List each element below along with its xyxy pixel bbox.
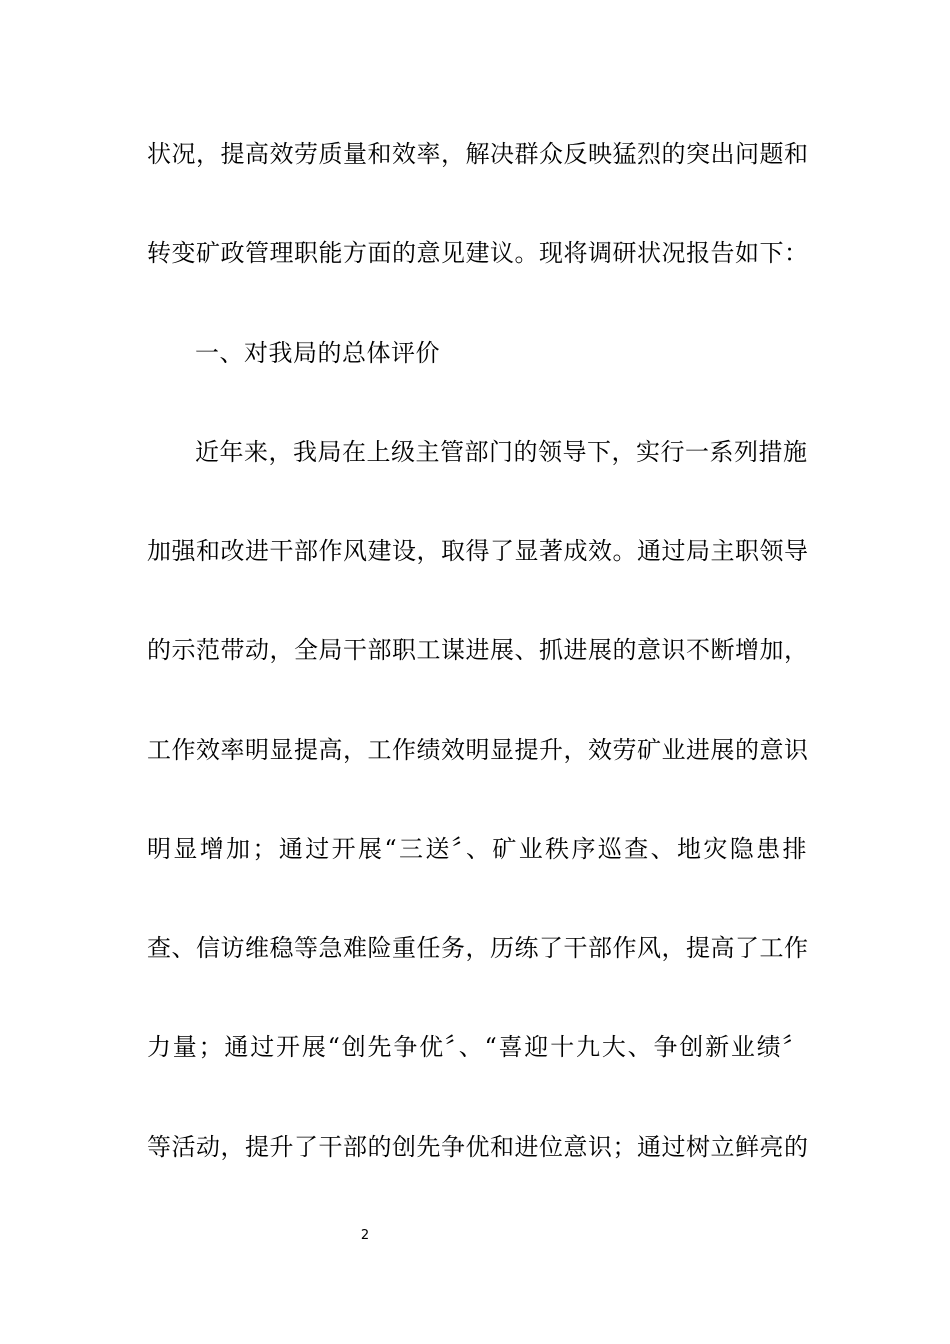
text-line-5: 加强和改进干部作风建设，取得了显著成效。通过局主职领导 <box>147 537 809 565</box>
text-line-4: 近年来，我局在上级主管部门的领导下，实行一系列措施 <box>195 438 808 466</box>
text-line-2: 转变矿政管理职能方面的意见建议。现将调研状况报告如下： <box>147 239 809 267</box>
text-line-1: 状况，提高效劳质量和效率，解决群众反映猛烈的突出问题和 <box>147 140 809 168</box>
text-line-8: 明显增加；通过开展“三送〞、矿业秩序巡查、地灾隐患排 <box>147 835 807 863</box>
text-line-11: 等活动，提升了干部的创先争优和进位意识；通过树立鲜亮的 <box>147 1133 809 1161</box>
text-line-7: 工作效率明显提高，工作绩效明显提升，效劳矿业进展的意识 <box>147 736 809 764</box>
text-line-10: 力量；通过开展“创先争优〞、“喜迎十九大、争创新业绩〞 <box>147 1033 807 1061</box>
text-line-9: 查、信访维稳等急难险重任务，历练了干部作风，提高了工作 <box>147 934 809 962</box>
text-line-6: 的示范带动，全局干部职工谋进展、抓进展的意识不断增加， <box>147 636 809 664</box>
section-heading: 一、对我局的总体评价 <box>195 339 440 367</box>
page-number: 2 <box>360 1228 370 1243</box>
